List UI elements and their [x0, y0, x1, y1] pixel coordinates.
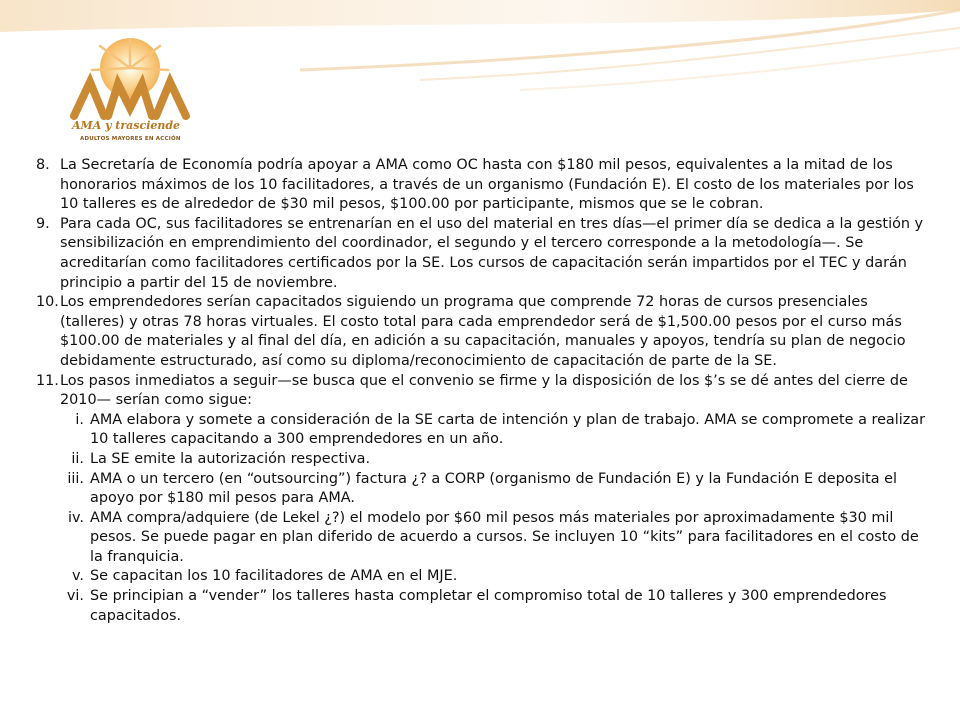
list-item [36, 372, 926, 411]
subitem-number: v. [72, 568, 84, 585]
logo-tagline: ADULTOS MAYORES EN ACCIÓN [80, 136, 181, 142]
subitem-number: vi. [66, 588, 84, 605]
sublist-item [54, 509, 926, 568]
item-number: 8. [36, 157, 50, 173]
list-item [36, 156, 926, 215]
sublist-item [54, 587, 926, 626]
list-item [36, 215, 926, 293]
list-item [36, 293, 926, 371]
subitem-text: Se principian a “vender” los talleres hasta completar el compromiso total de 10 talleres y 300 emprendedores capacitados. [90, 588, 887, 624]
subitem-number: iv. [68, 509, 84, 526]
sublist [36, 411, 926, 627]
subitem-number: i. [75, 411, 84, 428]
sublist-item [54, 450, 926, 470]
item-text: Los emprendedores serían capacitados siguiendo un programa que comprende 72 horas de cursos presenciales (talleres) y otras 78 horas virtuales. El costo total para cada emprendedor será de $1,500.00 pesos por el curso más $100.00 de materiales y al final del día, en adición a su capacitación, manuales y apoyos, tendría su plan de negocio debidamente estructurado, así como su diploma/reconocimiento de capacitación de parte de la SE. [60, 294, 906, 369]
item-text: La Secretaría de Economía podría apoyar a AMA como OC hasta con $180 mil pesos, equivalentes a la mitad de los honorarios máximos de los 10 facilitadores, a través de un organismo (Fundación E). El costo de los materiales por los 10 talleres es de alrededor de $30 mil pesos, $100.00 por participante, mismos que se le cobran. [60, 157, 914, 213]
sublist-item [54, 411, 926, 450]
subitem-text: Se capacitan los 10 facilitadores de AMA en el MJE. [90, 568, 458, 585]
subitem-text: AMA o un tercero (en “outsourcing”) factura ¿? a CORP (organismo de Fundación E) y la Fundación E deposita el apoyo por $180 mil pesos para AMA. [90, 470, 897, 507]
item-number: 9. [36, 215, 50, 232]
subitem-text: AMA compra/adquiere (de Lekel ¿?) el modelo por $60 mil pesos más materiales por aproximadamente $30 mil pesos. Se puede pagar en plan diferido de acuerdo a cursos. Se incluyen 10 “kits” para facilitadores en el costo de la franquicia. [90, 509, 919, 565]
item-number: 11. [36, 372, 59, 389]
logo-name: AMA y trasciende [72, 119, 181, 132]
sublist-item [54, 470, 926, 509]
subitem-text: AMA elabora y somete a consideración de la SE carta de intención y plan de trabajo. AMA se compromete a realizar 10 talleres capacitando a 300 emprendedores en un año. [90, 411, 926, 448]
subitem-text: La SE emite la autorización respectiva. [90, 450, 371, 467]
sublist-item [54, 567, 926, 587]
item-number: 10. [36, 294, 59, 311]
subitem-number: ii. [71, 450, 84, 467]
item-text: Los pasos inmediatos a seguir—se busca que el convenio se firme y la disposición de los $’s se dé antes del cierre de 2010— serían como sigue: [60, 372, 908, 409]
item-text: Para cada OC, sus facilitadores se entrenarían en el uso del material en tres días—el primer día se dedica a la gestión y sensibilización en emprendimiento del coordinador, el segundo y el tercero corresponde a la metodología—. Se acreditarían como facilitadores certificados por la SE. Los cursos de capacitación serán impartidos por el TEC y darán principio a partir del 15 de noviembre. [60, 215, 924, 291]
document-body [36, 156, 926, 626]
subitem-number: iii. [67, 470, 84, 487]
